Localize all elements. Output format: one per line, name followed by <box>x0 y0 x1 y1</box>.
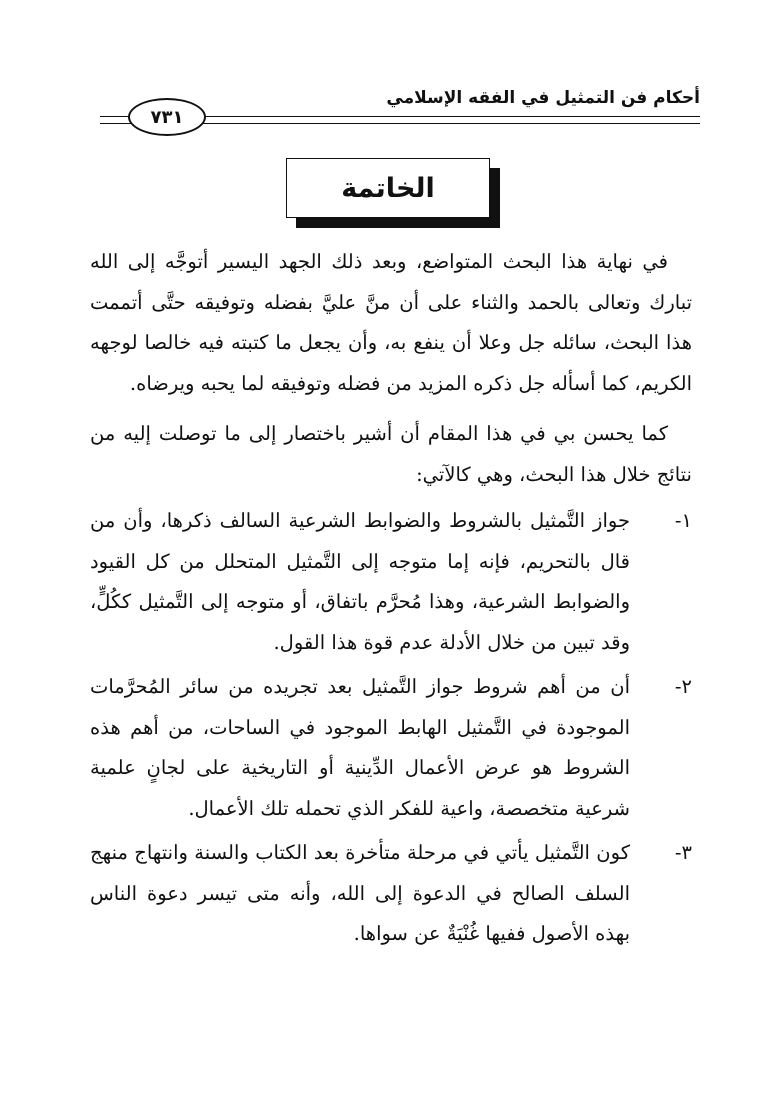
item-number: ٢- <box>674 675 692 698</box>
item-text: أن من أهم شروط جواز التَّمثيل بعد تجريده من سائر المُحرَّمات الموجودة في التَّمثيل الهابط الموجود في الساحات، من أهم هذه الشروط هو عرض الأعمال الدِّينية أو التاريخية على لجانٍ علمية شرعية متخصصة، واعية للفكر الذي تحمله تلك الأعمال. <box>90 675 630 820</box>
findings-list <box>90 501 692 955</box>
page-number: ٧٣١ <box>128 98 206 136</box>
list-item <box>90 501 692 663</box>
paragraph-intro: في نهاية هذا البحث المتواضع، وبعد ذلك الجهد اليسير أتوجَّه إلى الله تبارك وتعالى بالحمد والثناء على أن منَّ عليَّ بفضله وتوفيقه حتَّى أتممت هذا البحث، سائله جل وعلا أن ينفع به، وأن يجعل ما كتبته فيه خالصا لوجهه الكريم، كما أسأله جل ذكره المزيد من فضله وتوفيقه لما يحبه ويرضاه. <box>90 250 692 395</box>
chapter-title-box <box>286 158 490 218</box>
item-number: ٣- <box>674 841 692 864</box>
list-item <box>90 667 692 829</box>
item-text: كون التَّمثيل يأتي في مرحلة متأخرة بعد الكتاب والسنة وانتهاج منهج السلف الصالح في الدعوة إلى الله، وأنه متى تيسر دعوة الناس بهذه الأصول ففيها غُنْيَةٌ عن سواها. <box>90 841 630 945</box>
main-text <box>90 242 692 959</box>
chapter-title: الخاتمة <box>341 172 435 204</box>
item-text: جواز التَّمثيل بالشروط والضوابط الشرعية السالف ذكرها، وأن من قال بالتحريم، فإنه إما متوجه إلى التَّمثيل المتحلل من كل القيود والضوابط الشرعية، وهذا مُحرَّم باتفاق، أو متوجه إلى التَّمثيل ككُلٍّ، وقد تبين من خلال الأدلة عدم قوة هذا القول. <box>90 509 630 654</box>
running-title: أحكام فن التمثيل في الفقه الإسلامي <box>386 88 700 108</box>
paragraph-results: كما يحسن بي في هذا المقام أن أشير باختصار إلى ما توصلت إليه من نتائج خلال هذا البحث، وهي كالآتي: <box>90 422 692 486</box>
item-number: ١- <box>674 509 692 532</box>
list-item <box>90 833 692 955</box>
